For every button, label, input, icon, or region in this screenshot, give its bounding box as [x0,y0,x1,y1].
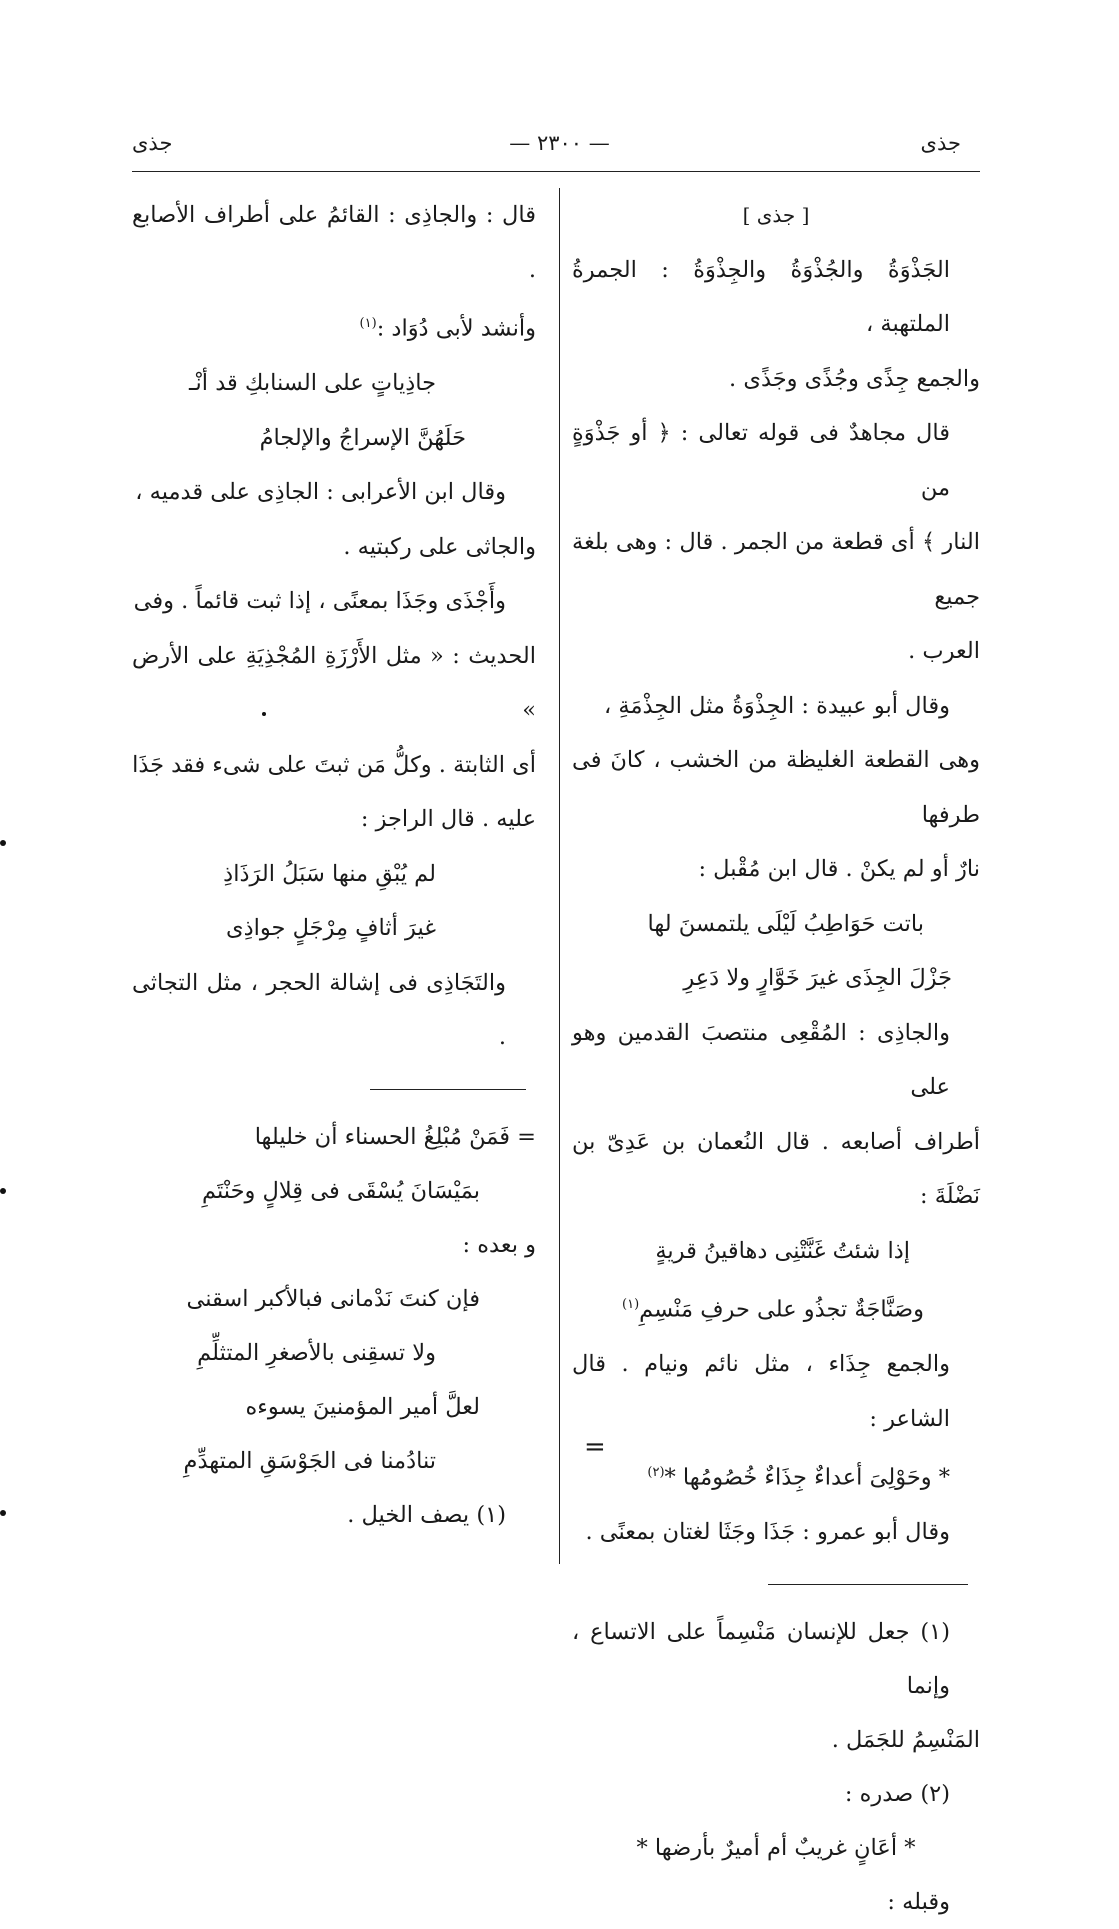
paragraph-line: والجمع جِذَاء ، مثل نائم ونيام . قال الشاعر : [572,1351,950,1432]
verse-line: لم يُبْقِ منها سَبَلُ الرَذَاذِ [223,860,436,887]
paragraph-line: والتَجَاذِى فى إشالة الحجر ، مثل التجاثى . [132,969,506,1050]
paragraph-line: وأَجْذَى وجَذَا بمعنًى ، إذا ثبت قائماً . وفى [133,588,506,614]
paragraph-line: قال : والجاذِى : القائمُ على أطراف الأصابع . [132,202,536,283]
continuation-mark: = [584,1432,606,1462]
paragraph-text: وأنشد لأبى دُوَاد : [376,315,536,342]
footnote-mark: (١) [359,316,377,331]
entry-heading: [ جذى ] [742,203,810,227]
paragraph-line: العرب . [908,638,980,664]
footnote-verse: بمَيْسَانَ يُسْقَى فى قِلالٍ وحَنْتَمِ [202,1177,480,1204]
header-rule [132,171,980,172]
paragraph-line: عليه . قال الراجز : [360,806,536,832]
footnote-line: (١) يصف الخيل . [347,1501,506,1528]
verse-line: جَزْلَ الجِذَى غيرَ خَوَّارٍ ولا دَعِرِ [683,965,952,991]
scan-speck [0,840,6,846]
paragraph-line: والجاثى على ركبتيه . [343,533,536,560]
scan-speck [0,1188,6,1194]
paragraph-line: الجَذْوَةُ والجُذْوَةُ والجِذْوَةُ : الجمرةُ الملتهبة ، [572,256,950,337]
scan-speck [0,1510,6,1516]
running-headword-left: جذى [132,131,173,155]
paragraph-line: وهى القطعة الغليظة من الخشب ، كانَ فى طرفها [572,747,980,828]
paragraph-line: وقال أبو عمرو : جَذَا وجَثَا لغتان بمعنًى . [585,1519,950,1545]
footnote-mark: (٢) [647,1465,665,1480]
verse-line: إذا شئتُ غَنَّتْنِى دهاقينُ قريةٍ [655,1237,910,1264]
footnote-verse: ولا تسقِنى بالأصغرِ المتثلِّمِ [197,1339,436,1366]
paragraph-line: والجمع جِذًى وجُذًى وجَذًى . [729,365,980,392]
paragraph-line: أى الثابتة . وكلُّ مَن ثبتَ على شىء فقد جَذَا [132,751,536,778]
verse-line [572,1278,980,1337]
scan-speck [262,712,266,716]
footnotes-left [132,1110,536,1542]
footnote-line: (١) جعل للإنسان مَنْسِماً على الاتساع ، وإنما [572,1618,950,1699]
paragraph-line: قال مجاهدٌ فى قوله تعالى : ﴿ أو جَذْوَةٍ من [572,420,950,501]
footnote-rule [370,1089,526,1090]
page-number: — ٢٣٠٠ — [509,131,610,155]
footnote-rule [768,1584,968,1585]
footnote-verse: فإن كنتَ نَدْمانى فبالأكبر اسقنى [186,1285,480,1312]
column-divider [559,188,560,1564]
verse-line: حَلَهُنَّ الإسراجُ والإلجامُ [259,424,466,451]
verse-text: وصَنَّاجَةٌ تجذُو على حرفِ مَنْسِمِ [639,1296,924,1323]
paragraph-line: وقال ابن الأعرابى : الجاذِى على قدميه ، [135,479,506,505]
paragraph-line: الحديث : « مثل الأَرْزَةِ المُجْذِيَةِ على الأرض » [132,642,536,723]
paragraph-line: والجاذِى : المُقْعِى منتصبَ القدمين وهو على [572,1019,950,1100]
footnote-line: المَنْسِمُ للجَمَل . [831,1726,980,1753]
right-column [572,188,980,1929]
running-headword-right: جذى [920,131,961,155]
footnote-line: = فَمَنْ مُبْلِغُ الحسناء أن خليلها [254,1123,536,1150]
footnote-verse: تنادُمنا فى الجَوْسَقِ المتهدِّمِ [183,1447,436,1474]
paragraph-line: نارٌ أو لم يكنْ . قال ابن مُقْبل : [698,856,980,882]
verse-line: غيرَ أثافٍ مِرْجَلٍ جواذِى [226,915,436,941]
footnote-line: و بعده : [462,1231,536,1258]
paragraph-line: وقال أبو عبيدة : الجِذْوَةُ مثل الجِذْمَةِ ، [603,692,950,719]
verse-text: * وحَوْلِىَ أعداءٌ جِذَاءٌ خُصُومُها * [664,1464,950,1491]
footnote-verse: * أعَانٍ غريبٌ أم أميرٌ بأرضها * [636,1834,916,1861]
paragraph-line: أطراف أصابعه . قال النُعمان بن عَدِىّ بن نَضْلَةَ : [572,1128,980,1209]
paragraph-line: النار ﴾ أى قطعة من الجمر . قال : وهى بلغة جميع [572,529,980,610]
footnote-line: (٢) صدره : [844,1780,950,1807]
left-column [132,188,536,1542]
verse-line [572,1446,980,1505]
footnote-verse: لعلَّ أمير المؤمنينَ يسوءه [245,1393,480,1420]
footnotes-right [572,1605,980,1929]
verse-line: جاذِياتٍ على السنابكِ قد أنْـ [188,370,436,396]
paragraph-line [132,297,536,356]
footnote-mark: (١) [622,1297,640,1312]
verse-line: باتت حَوَاطِبُ لَيْلَى يلتمسنَ لها [647,910,924,937]
footnote-line: وقبله : [887,1888,950,1915]
